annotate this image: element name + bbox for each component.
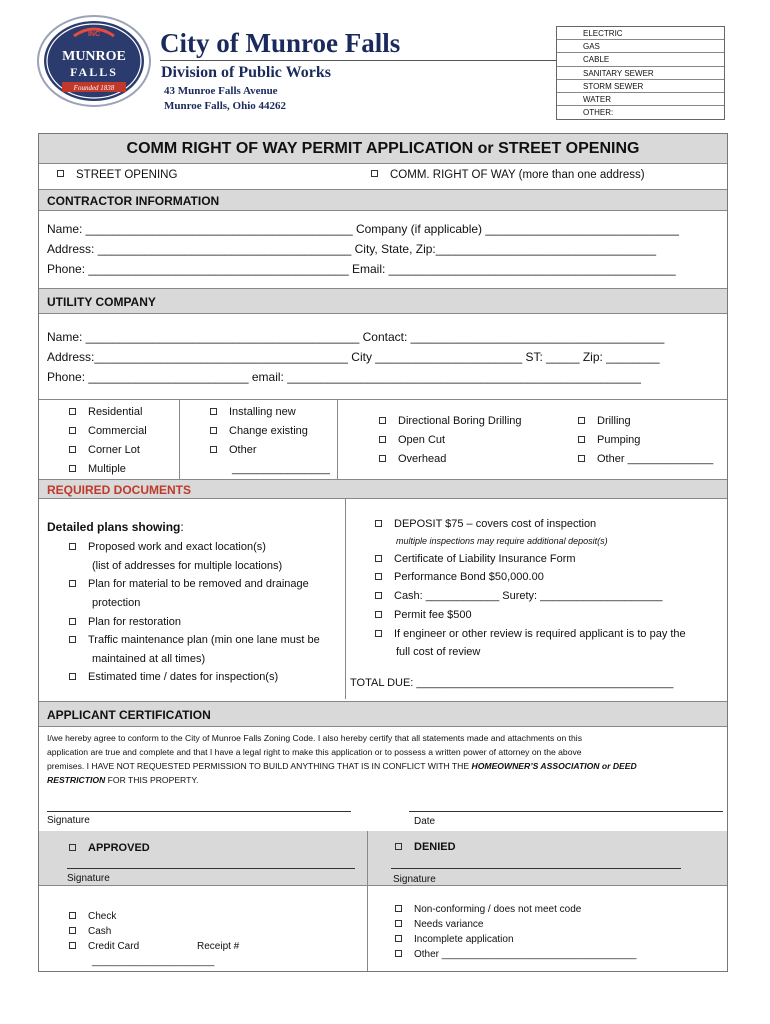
checkbox-icon[interactable] bbox=[379, 455, 386, 462]
method-pumping[interactable]: Pumping bbox=[578, 434, 640, 446]
checkbox-icon[interactable] bbox=[375, 555, 382, 562]
plan-traffic-maintenance[interactable]: Traffic maintenance plan (min one lane must be bbox=[69, 634, 320, 646]
method-drilling[interactable]: Drilling bbox=[578, 415, 631, 427]
address-line-2: Munroe Falls, Ohio 44262 bbox=[164, 100, 287, 112]
property-multiple[interactable]: Multiple bbox=[69, 463, 126, 475]
utility-heading: UTILITY COMPANY bbox=[47, 295, 156, 309]
checkbox-icon[interactable] bbox=[375, 592, 382, 599]
payment-cash[interactable]: Cash bbox=[69, 926, 111, 937]
divider bbox=[39, 885, 727, 886]
method-overhead[interactable]: Overhead bbox=[379, 453, 446, 465]
doc-engineer-review-cont: full cost of review bbox=[396, 646, 481, 658]
form-title-band bbox=[39, 134, 727, 164]
plans-heading: Detailed plans showing bbox=[47, 520, 181, 534]
utility-type-box bbox=[556, 26, 725, 120]
checkbox-icon[interactable] bbox=[375, 520, 382, 527]
logo-name1: MUNROE bbox=[62, 49, 126, 64]
checkbox-icon[interactable] bbox=[210, 446, 217, 453]
checkbox-icon[interactable] bbox=[379, 417, 386, 424]
signature-label: Signature bbox=[47, 815, 90, 826]
checkbox-icon[interactable] bbox=[395, 950, 402, 957]
doc-deposit-note: multiple inspections may require additional deposit(s) bbox=[396, 536, 608, 546]
certification-text-3: premises. I HAVE NOT REQUESTED PERMISSION TO BUILD ANYTHING THAT IS IN CONFLICT WITH THE HOMEOWNER’S ASSOCIATION or DEED bbox=[47, 761, 637, 771]
denied-signature-label: Signature bbox=[393, 874, 436, 885]
doc-engineer-review[interactable]: If engineer or other review is required applicant is to pay the bbox=[375, 628, 686, 640]
checkbox-icon[interactable] bbox=[69, 446, 76, 453]
checkbox-icon[interactable] bbox=[379, 436, 386, 443]
checkbox-icon[interactable] bbox=[395, 905, 402, 912]
work-other[interactable]: Other bbox=[210, 444, 257, 456]
property-commercial[interactable]: Commercial bbox=[69, 425, 147, 437]
utility-type-cable[interactable]: CABLE bbox=[557, 53, 724, 66]
contractor-address-row[interactable]: Address: ______________________________________ City, State, Zip:_________________________________ bbox=[47, 242, 656, 256]
utility-address-row[interactable]: Address:______________________________________ City ______________________ ST: _____ Zip: ________ bbox=[47, 350, 660, 364]
method-open-cut[interactable]: Open Cut bbox=[379, 434, 445, 446]
work-other-blank[interactable]: ________________ bbox=[232, 463, 330, 475]
divider bbox=[345, 499, 346, 699]
plan-inspection-dates[interactable]: Estimated time / dates for inspection(s) bbox=[69, 671, 278, 683]
checkbox-icon[interactable] bbox=[395, 843, 402, 850]
address-line-1: 43 Munroe Falls Avenue bbox=[164, 85, 278, 97]
certification-heading-band bbox=[39, 701, 727, 727]
checkbox-icon[interactable] bbox=[210, 408, 217, 415]
approved-option[interactable]: APPROVED bbox=[69, 842, 150, 854]
division-title: Division of Public Works bbox=[161, 64, 331, 81]
checkbox-icon[interactable] bbox=[69, 912, 76, 919]
logo-name2: FALLS bbox=[70, 65, 118, 79]
denied-option[interactable]: DENIED bbox=[395, 841, 456, 853]
divider bbox=[39, 399, 727, 400]
form-title: COMM RIGHT OF WAY PERMIT APPLICATION or STREET OPENING bbox=[126, 140, 640, 157]
payment-check[interactable]: Check bbox=[69, 911, 116, 922]
receipt-label: Receipt # bbox=[197, 941, 240, 952]
doc-deposit[interactable]: DEPOSIT $75 – covers cost of inspection bbox=[375, 518, 596, 530]
checkbox-icon[interactable] bbox=[69, 618, 76, 625]
certification-text-2: application are true and complete and that I have a legal right to make this application or to possess a written power of attorney on the above bbox=[47, 747, 582, 757]
checkbox-icon[interactable] bbox=[57, 170, 64, 177]
utility-type-other[interactable]: OTHER: bbox=[583, 108, 614, 118]
signature-line[interactable] bbox=[47, 811, 351, 812]
plan-proposed-work-note: (list of addresses for multiple locations) bbox=[92, 560, 283, 572]
checkbox-icon[interactable] bbox=[69, 408, 76, 415]
checkbox-icon[interactable] bbox=[375, 611, 382, 618]
plan-restoration[interactable]: Plan for restoration bbox=[69, 616, 181, 628]
denial-incomplete[interactable]: Incomplete application bbox=[395, 934, 514, 945]
option-comm-right-of-way[interactable]: COMM. RIGHT OF WAY (more than one address) bbox=[371, 169, 645, 181]
checkbox-icon[interactable] bbox=[69, 580, 76, 587]
utility-type-water[interactable]: WATER bbox=[557, 93, 724, 106]
method-directional-boring[interactable]: Directional Boring Drilling bbox=[379, 415, 522, 427]
required-heading: REQUIRED DOCUMENTS bbox=[47, 483, 192, 497]
property-corner-lot[interactable]: Corner Lot bbox=[69, 444, 140, 456]
certification-heading: APPLICANT CERTIFICATION bbox=[47, 708, 211, 722]
divider bbox=[179, 399, 180, 479]
checkbox-icon[interactable] bbox=[69, 673, 76, 680]
permit-form bbox=[38, 133, 728, 972]
denied-signature-line[interactable] bbox=[391, 868, 681, 869]
checkbox-icon[interactable] bbox=[578, 417, 585, 424]
checkbox-icon[interactable] bbox=[69, 636, 76, 643]
approved-signature-label: Signature bbox=[67, 873, 110, 884]
checkbox-icon[interactable] bbox=[69, 844, 76, 851]
denial-needs-variance[interactable]: Needs variance bbox=[395, 919, 483, 930]
checkbox-icon[interactable] bbox=[395, 920, 402, 927]
city-title: City of Munroe Falls bbox=[160, 28, 401, 58]
denial-other[interactable]: Other ___________________________________ bbox=[395, 949, 636, 960]
checkbox-icon[interactable] bbox=[69, 427, 76, 434]
plan-material-removal[interactable]: Plan for material to be removed and drainage bbox=[69, 578, 309, 590]
checkbox-icon[interactable] bbox=[371, 170, 378, 177]
contractor-heading-band bbox=[39, 189, 727, 211]
option-street-opening[interactable]: STREET OPENING bbox=[57, 169, 177, 181]
plans-heading-colon: : bbox=[180, 520, 184, 534]
plan-proposed-work[interactable]: Proposed work and exact location(s) bbox=[69, 541, 266, 553]
contractor-heading: CONTRACTOR INFORMATION bbox=[47, 194, 220, 208]
title-divider bbox=[160, 60, 556, 61]
doc-liability-insurance[interactable]: Certificate of Liability Insurance Form bbox=[375, 553, 576, 565]
utility-type-sanitary-sewer[interactable]: SANITARY SEWER bbox=[557, 67, 724, 80]
city-seal-logo bbox=[36, 14, 152, 108]
logo-founded: Founded 1838 bbox=[73, 84, 115, 92]
receipt-blank[interactable]: ______________________ bbox=[92, 956, 215, 967]
checkbox-icon[interactable] bbox=[210, 427, 217, 434]
plan-traffic-maintenance-cont: maintained at all times) bbox=[92, 653, 206, 665]
payment-credit-card[interactable]: Credit Card bbox=[69, 941, 139, 952]
checkbox-icon[interactable] bbox=[578, 436, 585, 443]
utility-type-storm-sewer[interactable]: STORM SEWER bbox=[557, 80, 724, 93]
contractor-phone-row[interactable]: Phone: _______________________________________ Email: ___________________________________________ bbox=[47, 262, 676, 276]
utility-heading-band bbox=[39, 288, 727, 314]
logo-inc-text: INC bbox=[87, 31, 101, 38]
divider bbox=[337, 399, 338, 479]
checkbox-icon[interactable] bbox=[69, 543, 76, 550]
checkbox-icon[interactable] bbox=[375, 630, 382, 637]
plans-heading-row bbox=[47, 520, 184, 534]
utility-phone-row[interactable]: Phone: ________________________ email: _____________________________________________________ bbox=[47, 370, 641, 384]
checkbox-icon[interactable] bbox=[395, 935, 402, 942]
certification-text-1: I/we hereby agree to conform to the City of Munroe Falls Zoning Code. I also hereby certify that all statements made and attachments on this bbox=[47, 733, 582, 743]
checkbox-icon[interactable] bbox=[69, 942, 76, 949]
total-due[interactable]: TOTAL DUE: __________________________________________ bbox=[350, 677, 674, 689]
date-line[interactable] bbox=[409, 811, 723, 812]
approved-signature-line[interactable] bbox=[67, 868, 355, 869]
work-change-existing[interactable]: Change existing bbox=[210, 425, 308, 437]
contractor-name-row[interactable]: Name: ________________________________________ Company (if applicable) _____________________________ bbox=[47, 222, 679, 236]
checkbox-icon[interactable] bbox=[578, 455, 585, 462]
utility-type-gas[interactable]: GAS bbox=[557, 40, 724, 53]
utility-type-electric[interactable]: ELECTRIC bbox=[557, 27, 724, 40]
divider bbox=[367, 831, 368, 971]
property-residential[interactable]: Residential bbox=[69, 406, 142, 418]
utility-name-row[interactable]: Name: _________________________________________ Contact: ______________________________________ bbox=[47, 330, 665, 344]
checkbox-icon[interactable] bbox=[69, 927, 76, 934]
plan-material-removal-cont: protection bbox=[92, 597, 141, 609]
doc-permit-fee[interactable]: Permit fee $500 bbox=[375, 609, 472, 621]
work-installing-new[interactable]: Installing new bbox=[210, 406, 296, 418]
checkbox-icon[interactable] bbox=[69, 465, 76, 472]
required-heading-band bbox=[39, 479, 727, 499]
doc-performance-bond[interactable]: Performance Bond $50,000.00 bbox=[375, 571, 544, 583]
checkbox-icon[interactable] bbox=[375, 573, 382, 580]
date-label: Date bbox=[414, 816, 436, 827]
doc-cash-surety[interactable]: Cash: ____________ Surety: ____________________ bbox=[375, 590, 663, 602]
denial-non-conforming[interactable]: Non-conforming / does not meet code bbox=[395, 904, 581, 915]
method-other[interactable]: Other ______________ bbox=[578, 453, 713, 465]
certification-text-4: RESTRICTION FOR THIS PROPERTY. bbox=[47, 775, 199, 785]
